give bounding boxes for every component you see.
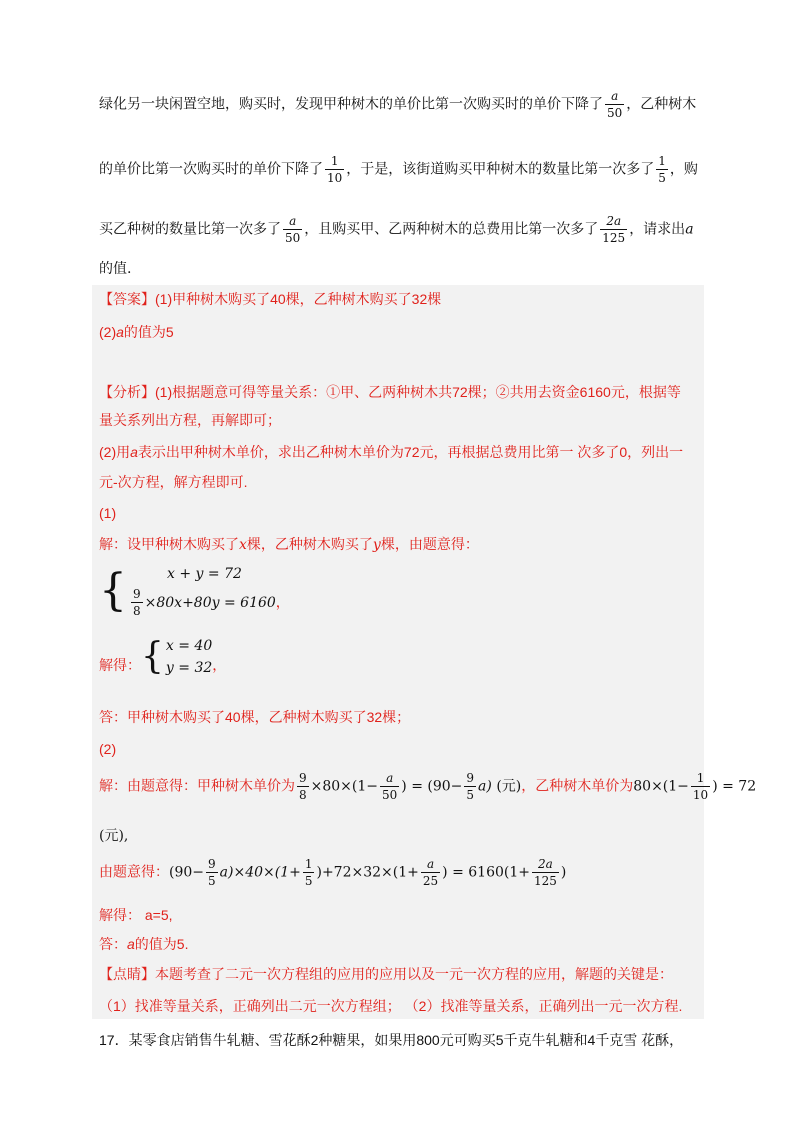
sol1-label: (1) [99, 505, 117, 521]
q17-text: 17．某零食店销售牛轧糖、雪花酥2种糖果，如果用800元可购买5千克牛轧糖和4千克雪 花酥， [99, 1032, 684, 1048]
text: ，请求出 [629, 221, 686, 238]
equation-2: ×80x+80y = 6160 [144, 594, 276, 611]
sol2-line-1: 解：由题意得：甲种树木单价为 $\frac{9}{8}$ ×80×(1− $\frac{a}{50}$ ) = (90− $\frac{9}{5}$ a) (元)，乙种树木单价为80×(1− $\frac{1}{10}$ ) = 72 [99, 771, 757, 802]
text: 绿化另一块闲置空地，购买时，发现甲种树木的单价比第一次购买时的单价下降了 [99, 96, 603, 113]
fraction-2a-over-125: $\frac{2a}{125}$ [602, 214, 626, 245]
analysis-line-1: 【分析】(1)根据题意可得等量关系：①甲、乙两种树木共72棵；②共用去资金6160元，根据等 [99, 384, 681, 400]
sol1-solve: 解得： { x = 40 y = 32 ， [99, 636, 227, 677]
sol1-system: { x + y = 72 $\frac{9}{8}$ ×80x+80y = 6160 ， [99, 564, 290, 618]
result-y: y = 32 [165, 660, 213, 676]
fraction-a-over-25: $\frac{a}{25}$ [422, 857, 439, 888]
text: 的单价比第一次购买时的单价下降了 [99, 161, 323, 178]
fraction-9-over-5: $\frac{9}{5}$ [466, 771, 475, 802]
brace-icon: { [99, 564, 127, 616]
fraction-9-over-8: $\frac{9}{8}$ [133, 587, 141, 618]
fraction-9-over-8: $\frac{9}{8}$ [299, 771, 307, 802]
var-a: a [685, 221, 694, 238]
comment-label: 【点睛】 [99, 966, 155, 982]
sol2-line-3: 由题意得：(90− $\frac{9}{5}$ a)×40×(1+ $\frac{1}{5}$ )+72×32×(1+ $\frac{a}{25}$ ) = 6160(1+ $\frac{2a}{125}$ ) [99, 857, 567, 888]
equation-1: x + y = 72 [167, 566, 242, 582]
q16-line-1 [99, 90, 696, 119]
text: ，乙种树木 [626, 96, 697, 113]
sol1-conclusion: 答：甲种树木购买了40棵，乙种树木购买了32棵； [99, 709, 411, 725]
sol1-intro: 解：设甲种树木购买了x棵，乙种树木购买了y棵，由题意得： [99, 537, 479, 553]
fraction-1-over-10: $\frac{1}{10}$ [692, 771, 709, 802]
fraction-2a-over-125: $\frac{2a}{125}$ [533, 857, 557, 888]
analysis-line-3: (2)用a表示出甲种树木单价，求出乙种树木单价为72元，再根据总费用比第一 次多了0，列出一 [99, 444, 684, 460]
fraction-a-over-50: $\frac{a}{50}$ [607, 89, 623, 120]
q16-line-2 [99, 155, 698, 184]
result-x: x = 40 [165, 638, 213, 654]
fraction-1-over-5: $\frac{1}{5}$ [304, 857, 313, 888]
analysis-line-4: 元-次方程，解方程即可. [99, 474, 248, 490]
answer-line-2: (2)a的值为5 [99, 324, 174, 340]
text: 买乙种树的数量比第一次多了 [99, 221, 281, 238]
sol2-line-2: (元), [99, 828, 129, 844]
comment-line-2: （1）找准等量关系，正确列出二元一次方程组； （2）找准等量关系，正确列出一元一次方程. [99, 998, 683, 1014]
fraction-9-over-5: $\frac{9}{5}$ [208, 857, 216, 888]
q16-line-4: 的值. [99, 261, 132, 277]
analysis-line-2: 量关系列出方程，再解即可； [99, 412, 281, 428]
answer-label: 【答案】 [99, 291, 155, 307]
q16-line-3 [99, 215, 694, 244]
sol2-solve: 解得： a=5, [99, 907, 173, 923]
fraction-1-over-5: $\frac{1}{5}$ [658, 154, 666, 185]
answer-line-1: 【答案】(1)甲种树木购买了40棵，乙种树木购买了32棵 [99, 291, 442, 307]
text: ，且购买甲、乙两种树木的总费用比第一次多了 [304, 221, 599, 238]
fraction-a-over-50: $\frac{a}{50}$ [382, 771, 398, 802]
sol2-conclusion: 答：a的值为5. [99, 936, 189, 952]
fraction-1-over-10: $\frac{1}{10}$ [327, 154, 343, 185]
sol2-label: (2) [99, 741, 117, 757]
text: ，购 [669, 161, 698, 178]
brace-icon: { [141, 636, 164, 677]
analysis-label: 【分析】 [99, 384, 155, 400]
text: ，于是，该街道购买甲种树木的数量比第一次多了 [346, 161, 655, 178]
fraction-a-over-50: $\frac{a}{50}$ [285, 214, 301, 245]
comment-line-1: 【点睛】本题考查了二元一次方程组的应用的应用以及一元一次方程的应用，解题的关键是： [99, 966, 673, 982]
